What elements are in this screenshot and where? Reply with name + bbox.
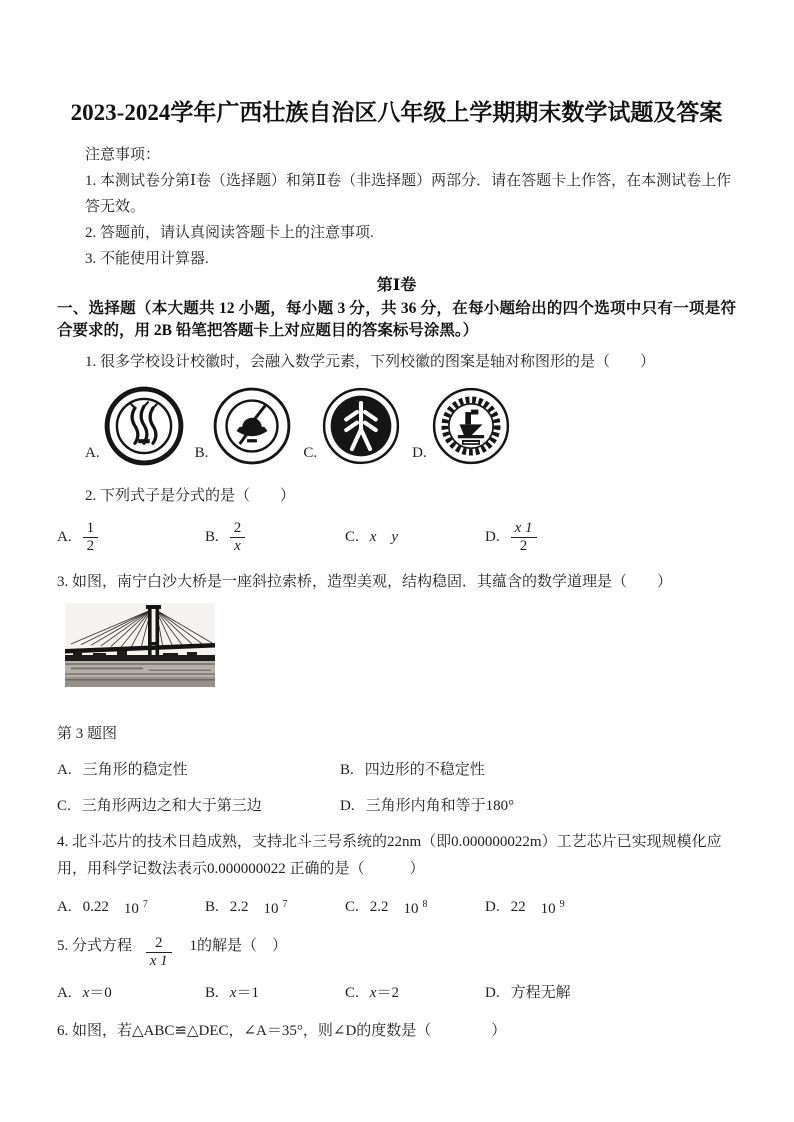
power-of-ten bbox=[124, 894, 148, 920]
note-item-3: 3. 不能使用计算器. bbox=[85, 251, 209, 267]
power-exponent: 8 bbox=[422, 899, 428, 910]
q5-option-d bbox=[485, 982, 736, 1004]
fraction-denominator: x bbox=[230, 537, 246, 555]
q1-option-c bbox=[303, 385, 402, 467]
q2-options-row bbox=[57, 511, 736, 563]
q3-figure bbox=[65, 603, 736, 687]
option-label: C. bbox=[303, 445, 318, 461]
ship-lightning-emblem-icon bbox=[211, 385, 293, 467]
option-label: D. bbox=[412, 445, 427, 461]
fraction-numerator: 2 bbox=[233, 519, 242, 536]
q4-option-a bbox=[57, 894, 205, 920]
q2-option-d bbox=[485, 520, 736, 555]
option-label: D. bbox=[485, 529, 500, 545]
option-value: ＝2 bbox=[376, 985, 399, 1001]
option-label: D. bbox=[485, 899, 500, 915]
fraction-numerator: 2 bbox=[154, 935, 163, 951]
power-base: 10 bbox=[263, 901, 279, 917]
option-label: A. bbox=[57, 762, 72, 778]
fraction-numerator: x 1 bbox=[514, 519, 533, 536]
option-label: A. bbox=[57, 529, 72, 545]
power-of-ten bbox=[541, 894, 565, 920]
option-text: 三角形的稳定性 bbox=[82, 762, 188, 778]
power-exponent: 7 bbox=[142, 899, 148, 910]
page-title: 2023-2024学年广西壮族自治区八年级上学期期末数学试题及答案 bbox=[70, 100, 723, 125]
option-label: A. bbox=[85, 445, 100, 461]
option-label: C. bbox=[345, 985, 359, 1001]
power-base: 10 bbox=[540, 901, 556, 917]
option-value: 方程无解 bbox=[510, 985, 571, 1001]
option-label: A. bbox=[57, 899, 72, 915]
q4-options-row bbox=[57, 893, 736, 921]
fraction bbox=[511, 520, 537, 555]
option-label: A. bbox=[57, 985, 72, 1001]
question-2: 2. 下列式子是分式的是（ ） bbox=[85, 488, 296, 504]
option-label: B. bbox=[194, 445, 209, 461]
note-item-1: 1. 本测试卷分第Ⅰ卷（选择题）和第Ⅱ卷（非选择题）两部分．请在答题卡上作答，在本测试卷上作答无效。 bbox=[85, 173, 732, 215]
q1-option-d bbox=[412, 385, 512, 467]
coefficient: 2.2 bbox=[369, 899, 389, 915]
q1-option-a bbox=[85, 385, 185, 467]
option-value: ＝0 bbox=[89, 985, 112, 1001]
q3-option-b bbox=[340, 759, 736, 781]
variable: x bbox=[229, 985, 237, 1001]
peking-university-emblem-icon bbox=[320, 385, 402, 467]
fraction bbox=[230, 520, 246, 555]
power-exponent: 9 bbox=[559, 899, 565, 910]
section1-heading: 一、选择题（本大题共 12 小题，每小题 3 分，共 36 分，在每小题给出的四个选项中只有一项是符合要求的，用 2B 铅笔把答题卡上对应题目的答案标号涂黑。） bbox=[57, 300, 736, 339]
fraction-denominator: 2 bbox=[511, 537, 537, 555]
option-label: B. bbox=[205, 529, 219, 545]
option-label: C. bbox=[345, 529, 359, 545]
q2-option-a bbox=[57, 520, 205, 555]
q5-option-c bbox=[345, 982, 485, 1004]
q1-badges-row bbox=[85, 385, 736, 467]
notes-heading: 注意事项： bbox=[85, 147, 161, 163]
question-6: 6. 如图，若△ABC≌△DEC，∠A＝35°，则∠D的度数是（ ） bbox=[57, 1023, 507, 1039]
option-text: 三角形两边之和大于第三边 bbox=[81, 798, 262, 814]
option-label: B. bbox=[205, 985, 219, 1001]
question-4: 4. 北斗芯片的技术日趋成熟，支持北斗三号系统的22nm（即0.000000022m）工艺芯片已实现规模化应用，用科学记数法表示0.000000022 正确的是（ ） bbox=[57, 834, 722, 877]
option-label: C. bbox=[345, 899, 359, 915]
option-label: D. bbox=[485, 985, 500, 1001]
option-text: 四边形的不稳定性 bbox=[364, 762, 485, 778]
power-base: 10 bbox=[123, 901, 139, 917]
question-5 bbox=[57, 935, 736, 970]
variable: x bbox=[82, 985, 90, 1001]
fraction-numerator: 1 bbox=[86, 519, 95, 536]
power-of-ten bbox=[264, 894, 288, 920]
q1-option-b bbox=[195, 385, 294, 467]
option-label: C. bbox=[57, 798, 71, 814]
question-3: 3. 如图，南宁白沙大桥是一座斜拉索桥，造型美观，结构稳固．其蕴含的数学道理是（ ） bbox=[57, 574, 673, 590]
wavy-lines-emblem-icon bbox=[103, 385, 185, 467]
q3-options bbox=[57, 759, 736, 817]
q3-option-d bbox=[340, 795, 736, 817]
q2-option-c bbox=[345, 526, 485, 548]
q4-option-d bbox=[485, 894, 736, 920]
option-label: B. bbox=[205, 899, 219, 915]
option-label: B. bbox=[340, 762, 354, 778]
coefficient: 0.22 bbox=[82, 899, 109, 915]
note-item-2: 2. 答题前，请认真阅读答题卡上的注意事项. bbox=[85, 225, 374, 241]
q3-option-c bbox=[57, 795, 340, 817]
option-label: D. bbox=[340, 798, 355, 814]
q5-prefix: 5. 分式方程 bbox=[57, 938, 133, 954]
power-base: 10 bbox=[403, 901, 419, 917]
figure-caption: 第 3 题图 bbox=[57, 726, 118, 742]
option-text: 三角形内角和等于180° bbox=[365, 798, 515, 814]
variable: x bbox=[369, 985, 377, 1001]
bridge-photo bbox=[65, 603, 215, 687]
gear-machinery-emblem-icon bbox=[430, 385, 512, 467]
fraction-denominator: x 1 bbox=[146, 952, 172, 970]
option-value: ＝1 bbox=[236, 985, 259, 1001]
option-expression: x y bbox=[369, 529, 399, 545]
q3-option-a bbox=[57, 759, 340, 781]
q5-options-row bbox=[57, 982, 736, 1004]
power-exponent: 7 bbox=[282, 899, 288, 910]
q2-option-b bbox=[205, 520, 345, 555]
question-1: 1. 很多学校设计校徽时，会融入数学元素，下列校徽的图案是轴对称图形的是（ ） bbox=[85, 354, 656, 370]
coefficient: 22 bbox=[510, 899, 526, 915]
q5-suffix: 1的解是（ ） bbox=[189, 938, 287, 954]
q5-option-a bbox=[57, 982, 205, 1004]
q4-option-b bbox=[205, 894, 345, 920]
coefficient: 2.2 bbox=[229, 899, 249, 915]
fraction bbox=[83, 520, 99, 555]
fraction bbox=[146, 935, 172, 970]
power-of-ten bbox=[404, 894, 428, 920]
q4-option-c bbox=[345, 894, 485, 920]
part1-heading: 第Ⅰ卷 bbox=[376, 277, 417, 294]
q5-option-b bbox=[205, 982, 345, 1004]
fraction-denominator: 2 bbox=[83, 537, 99, 555]
